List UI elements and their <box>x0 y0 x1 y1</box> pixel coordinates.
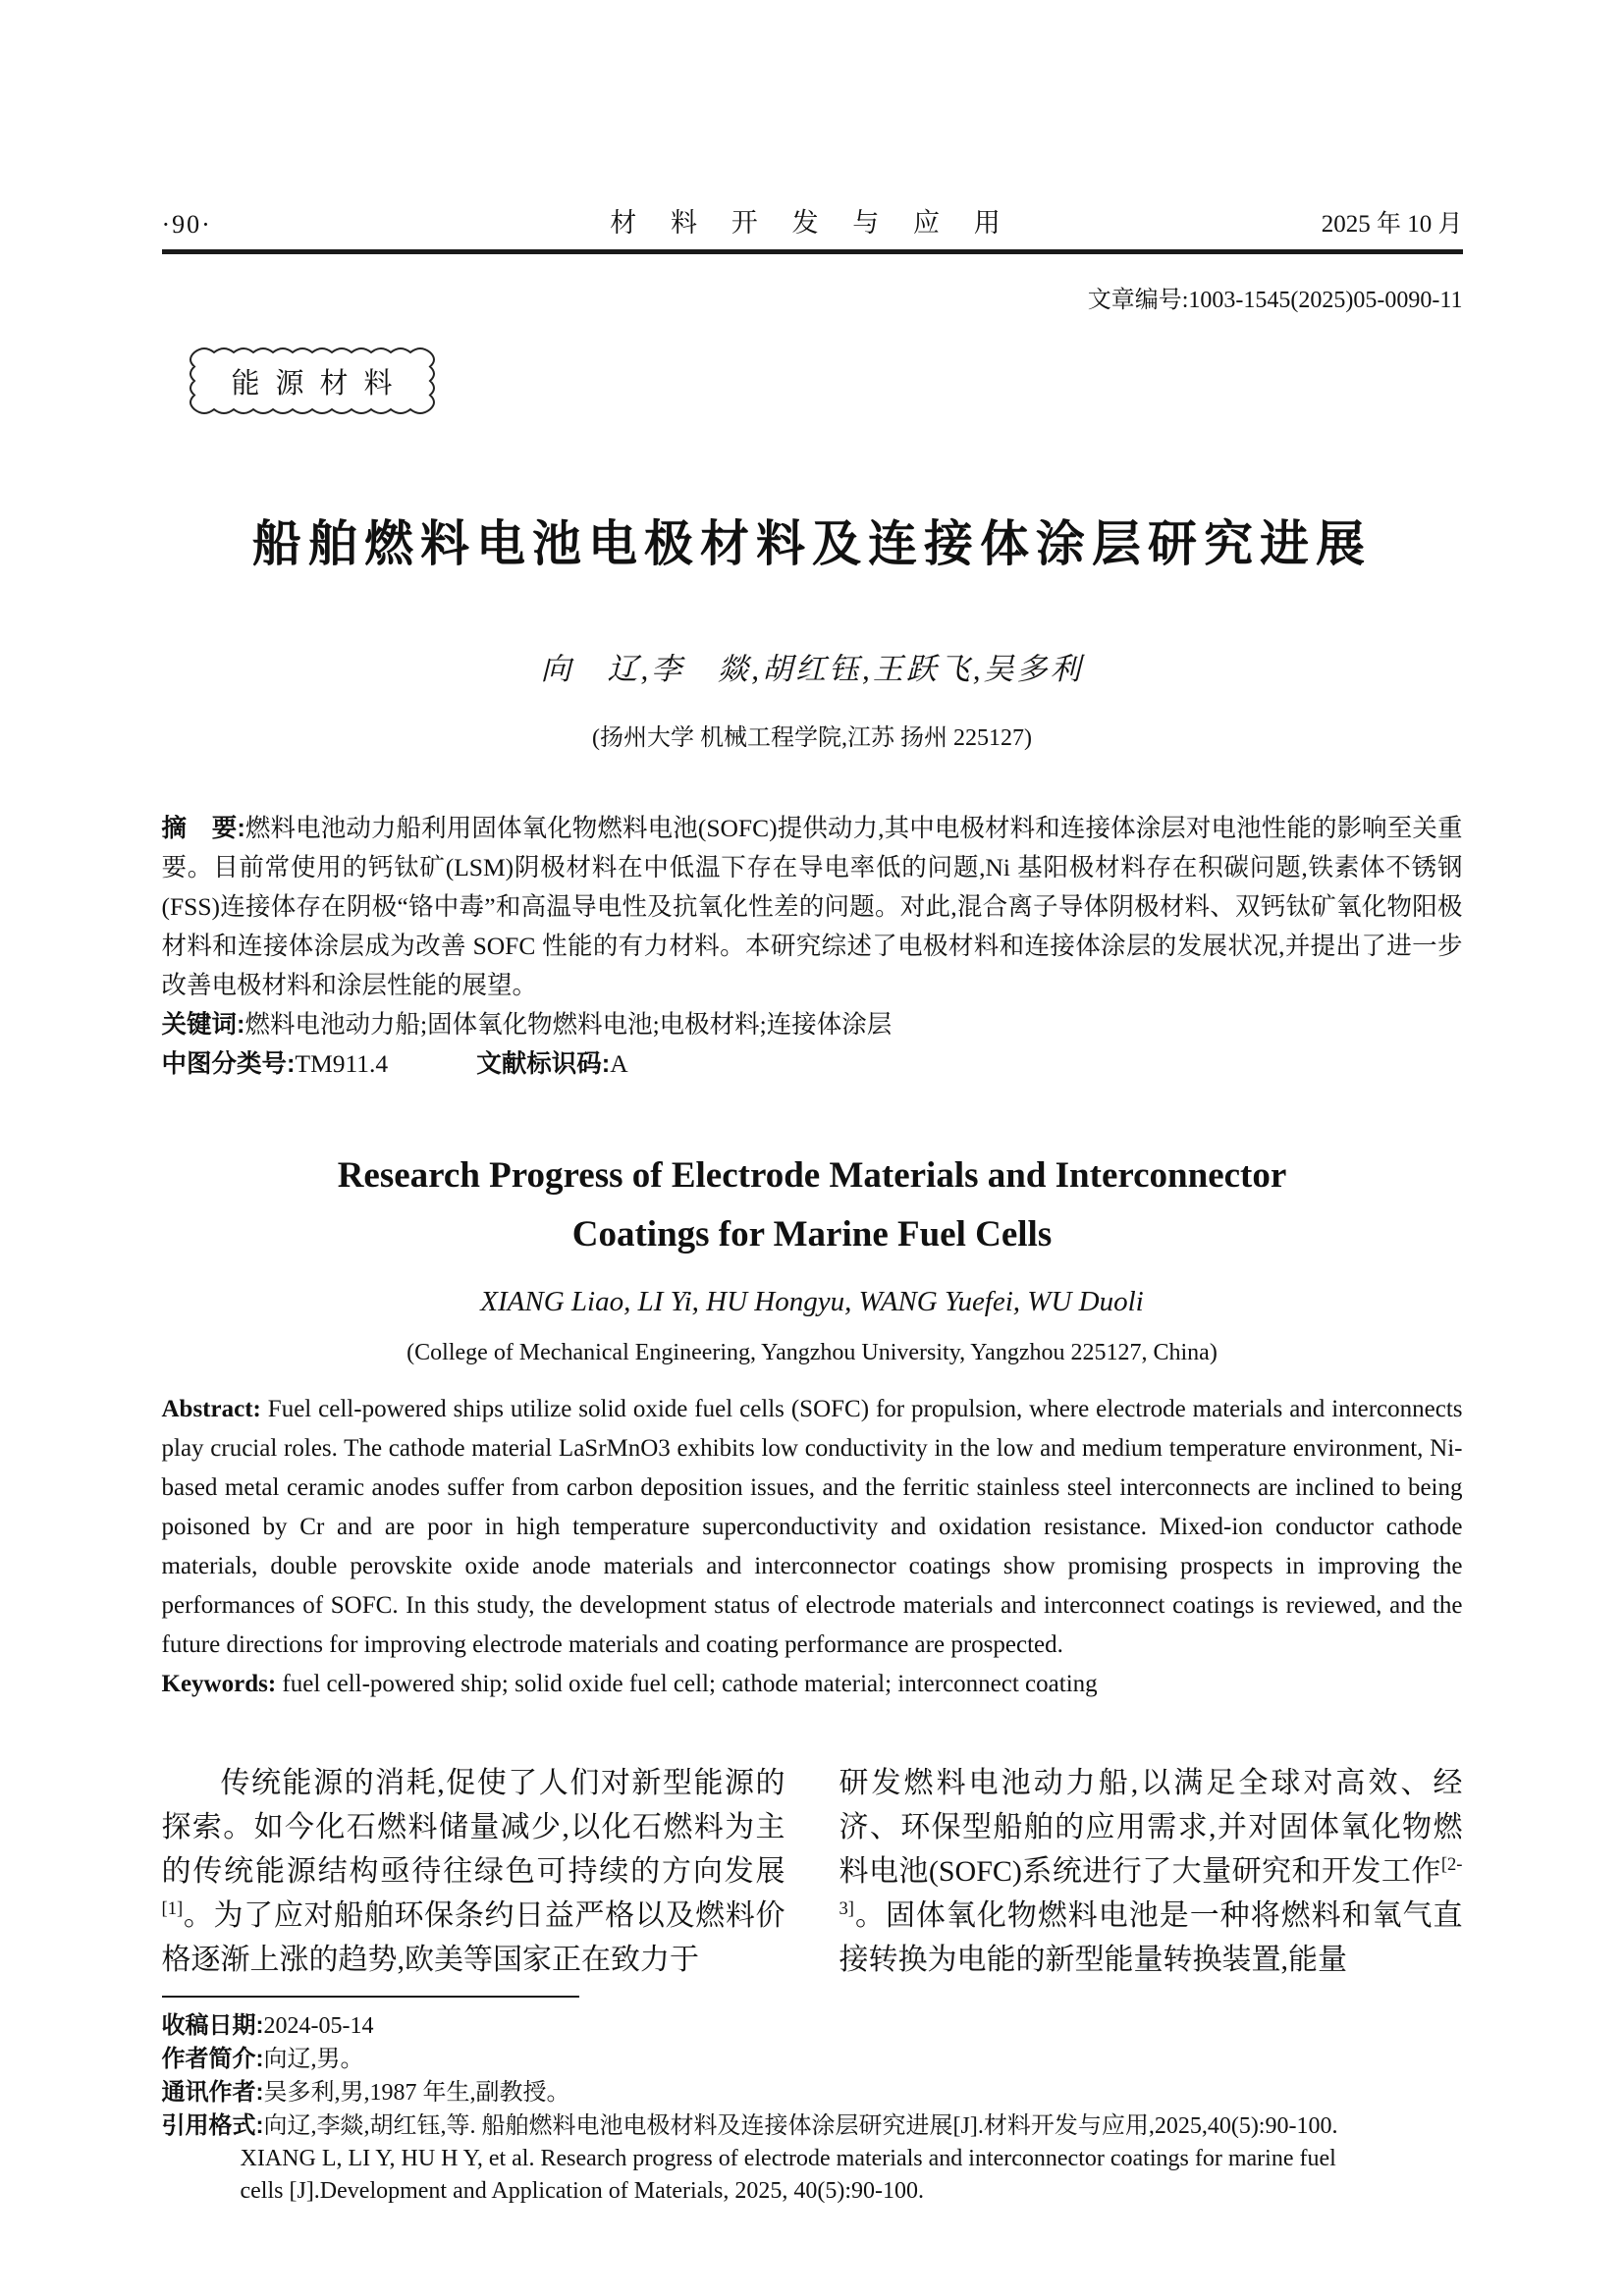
received-value: 2024-05-14 <box>263 2013 374 2039</box>
abstract-cn <box>162 809 1463 1005</box>
article-title-en <box>162 1147 1463 1264</box>
clc-label: 中图分类号: <box>161 1050 296 1078</box>
footnote-citation-en-line1: XIANG L, LI Y, HU H Y, et al. Research progress of electrode materials and interconnector coatings for marine fuel <box>240 2146 1336 2171</box>
category-badge-label: 能源材料 <box>231 367 408 400</box>
running-head <box>162 0 1463 240</box>
page-number: ·90· <box>161 210 212 239</box>
footnote-corresponding <box>162 2076 1463 2109</box>
abstract-label-cn: 摘 要: <box>161 815 245 842</box>
journal-title: 材 料 开 发 与 应 用 <box>610 208 1014 238</box>
received-label: 收稿日期: <box>161 2012 264 2039</box>
footnote-received <box>162 2009 1463 2043</box>
footnote-rule <box>162 1996 579 1998</box>
body-columns <box>162 1761 1463 1982</box>
body-left-column: 传统能源的消耗,促使了人们对新型能源的探索。如今化石燃料储量减少,以化石燃料为主的传统能源结构亟待往绿色可持续的方向发展[1]。为了应对船舶环保条约日益严格以及燃料价格逐渐上涨的趋势,欧美等国家正在致力于 <box>161 1767 785 1976</box>
keywords-label-cn: 关键词: <box>161 1011 245 1039</box>
clc-value: TM911.4 <box>295 1049 389 1078</box>
keywords-label-en: Keywords: <box>161 1671 277 1697</box>
footnotes <box>162 2009 1463 2208</box>
issue-date: 2025 年 10 月 <box>1321 211 1463 238</box>
keywords-text-cn: 燃料电池动力船;固体氧化物燃料电池;电极材料;连接体涂层 <box>244 1010 893 1039</box>
abstract-en <box>162 1390 1463 1665</box>
header-rule <box>162 249 1463 254</box>
author-bio-value: 向辽,男。 <box>263 2047 364 2072</box>
authors-cn: 向 辽,李 燚,胡红钰,王跃飞,吴多利 <box>540 652 1084 686</box>
category-badge <box>189 344 436 418</box>
abstract-text-en: Fuel cell-powered ships utilize solid oxide fuel cells (SOFC) for propulsion, where electrode materials and interconnects play crucial roles. The cathode material LaSrMnO3 exhibits low conductivity in the low and medium temperature environment, Ni-based metal ceramic anodes suffer from carbon deposition issues, and the ferritic stainless steel interconnects are inclined to being poisoned by Cr and are poor in high temperature superconductivity and oxidation resistance. Mixed-ion conductor cathode materials, double perovskite oxide anode materials and interconnector coatings show promising prospects in improving the performances of SOFC. In this study, the development status of electrode materials and interconnect coatings is reviewed, and the future directions for improving electrode materials and coating performance are prospected. <box>161 1396 1463 1658</box>
doc-code-value: A <box>610 1049 628 1078</box>
article-title-en-line1: Research Progress of Electrode Materials and Interconnector <box>337 1155 1287 1196</box>
footnote-citation-cn <box>162 2109 1463 2143</box>
keywords-text-en: fuel cell-powered ship; solid oxide fuel cell; cathode material; interconnect coating <box>282 1671 1098 1697</box>
classification-row <box>162 1044 1463 1084</box>
citation-label: 引用格式: <box>161 2112 264 2139</box>
citation-cn-text: 向辽,李燚,胡红钰,等. 船舶燃料电池电极材料及连接体涂层研究进展[J].材料开发与应用,2025,40(5):90-100. <box>263 2113 1338 2139</box>
article-title-en-line2: Coatings for Marine Fuel Cells <box>571 1214 1053 1255</box>
corresponding-label: 通讯作者: <box>161 2079 264 2106</box>
article-number: 文章编号:1003-1545(2025)05-0090-11 <box>1087 288 1463 313</box>
page-content <box>162 0 1463 2208</box>
doc-code-label: 文献标识码: <box>476 1050 611 1078</box>
corresponding-value: 吴多利,男,1987 年生,副教授。 <box>263 2080 570 2106</box>
keywords-cn <box>162 1005 1463 1044</box>
article-title-cn: 船舶燃料电池电极材料及连接体涂层研究进展 <box>252 516 1372 571</box>
keywords-en <box>162 1665 1463 1704</box>
body-right-column: 研发燃料电池动力船,以满足全球对高效、经济、环保型船舶的应用需求,并对固体氧化物燃料电池(SOFC)系统进行了大量研究和开发工作[2-3]。固体氧化物燃料电池是一种将燃料和氧气直接转换为电能的新型能量转换装置,能量 <box>839 1767 1463 1976</box>
affiliation-cn: (扬州大学 机械工程学院,江苏 扬州 225127) <box>592 725 1032 751</box>
affiliation-en: (College of Mechanical Engineering, Yangzhou University, Yangzhou 225127, China) <box>406 1340 1218 1365</box>
author-bio-label: 作者简介: <box>161 2046 264 2072</box>
footnote-author-bio <box>162 2043 1463 2076</box>
abstract-text-cn: 燃料电池动力船利用固体氧化物燃料电池(SOFC)提供动力,其中电极材料和连接体涂层对电池性能的影响至关重要。目前常使用的钙钛矿(LSM)阴极材料在中低温下存在导电率低的问题,Ni 基阳极材料存在积碳问题,铁素体不锈钢(FSS)连接体存在阴极“铬中毒”和高温导电性及抗氧化性差的问题。对此,混合离子导体阴极材料、双钙钛矿氧化物阳极材料和连接体涂层成为改善 SOFC 性能的有力材料。本研究综述了电极材料和连接体涂层的发展状况,并提出了进一步改善电极材料和涂层性能的展望。 <box>161 814 1463 999</box>
footnote-citation-en-line2: cells [J].Development and Application of Materials, 2025, 40(5):90-100. <box>240 2178 925 2204</box>
authors-en: XIANG Liao, LI Yi, HU Hongyu, WANG Yuefei, WU Duoli <box>480 1286 1144 1317</box>
abstract-label-en: Abstract: <box>161 1396 261 1422</box>
